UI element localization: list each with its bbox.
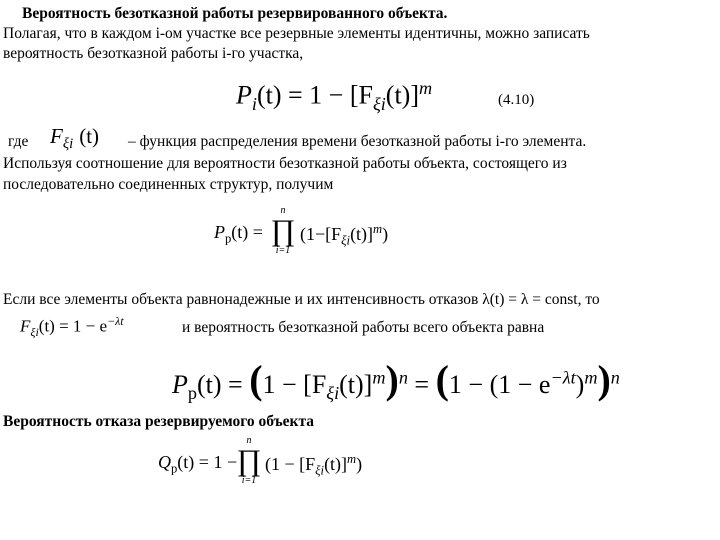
equation-number: (4.10) — [498, 92, 535, 108]
section-heading: Вероятность отказа резервируемого объекта — [3, 413, 314, 430]
section-heading: Вероятность безотказной работы резервированного объекта. — [22, 5, 448, 22]
paragraph-line: Используя соотношение для вероятности безотказной работы объекта, состоящего из — [3, 155, 567, 172]
paragraph-line: Полагая, что в каждом i-ом участке все резервные элементы идентичны, можно записать — [3, 25, 590, 42]
equation-pp-exponential: $P_p(t) = (1 - [F_{\xi i}(t)]^m)^n = (1 - (1 - e^{-\lambda t})^m)^n$ — [172, 357, 620, 404]
paragraph-line: Если все элементы объекта равнонадежные и их интенсивность отказов λ(t) = λ = const, то — [3, 291, 600, 308]
where-label: где — [8, 133, 29, 150]
where-description: – функция распределения времени безотказной работы i-го элемента. — [128, 133, 587, 150]
product-operator: n ∏ i=1 — [270, 205, 296, 256]
paragraph-line: вероятность безотказной работы i-го участка, — [3, 45, 304, 62]
equation-qp-body: $(1 - [F_{\xi i}(t)]^m)$ — [265, 452, 363, 478]
product-operator: n ∏ i=1 — [236, 435, 262, 486]
equation-pp-body: $(1-[F_{\xi i}(t)]^m)$ — [300, 222, 389, 248]
exponential-distribution-formula: $F_{\xi i}(t) = 1 - e^{-\lambda t}$ — [20, 314, 124, 340]
paragraph-line: последовательно соединенных структур, получим — [3, 176, 334, 193]
paragraph-line: и вероятность безотказной работы всего объекта равна — [182, 319, 545, 336]
equation-pp-lhs: $P_p(t)$ = — [214, 222, 263, 246]
distribution-function: $F_{\xi i}$ (t) — [50, 124, 100, 153]
equation-4-10: $P_i(t) = 1 - [F_{\xi i}(t)]^m$ — [236, 78, 433, 114]
equation-qp-lhs: $Q_p(t) = 1$ − — [158, 452, 238, 476]
